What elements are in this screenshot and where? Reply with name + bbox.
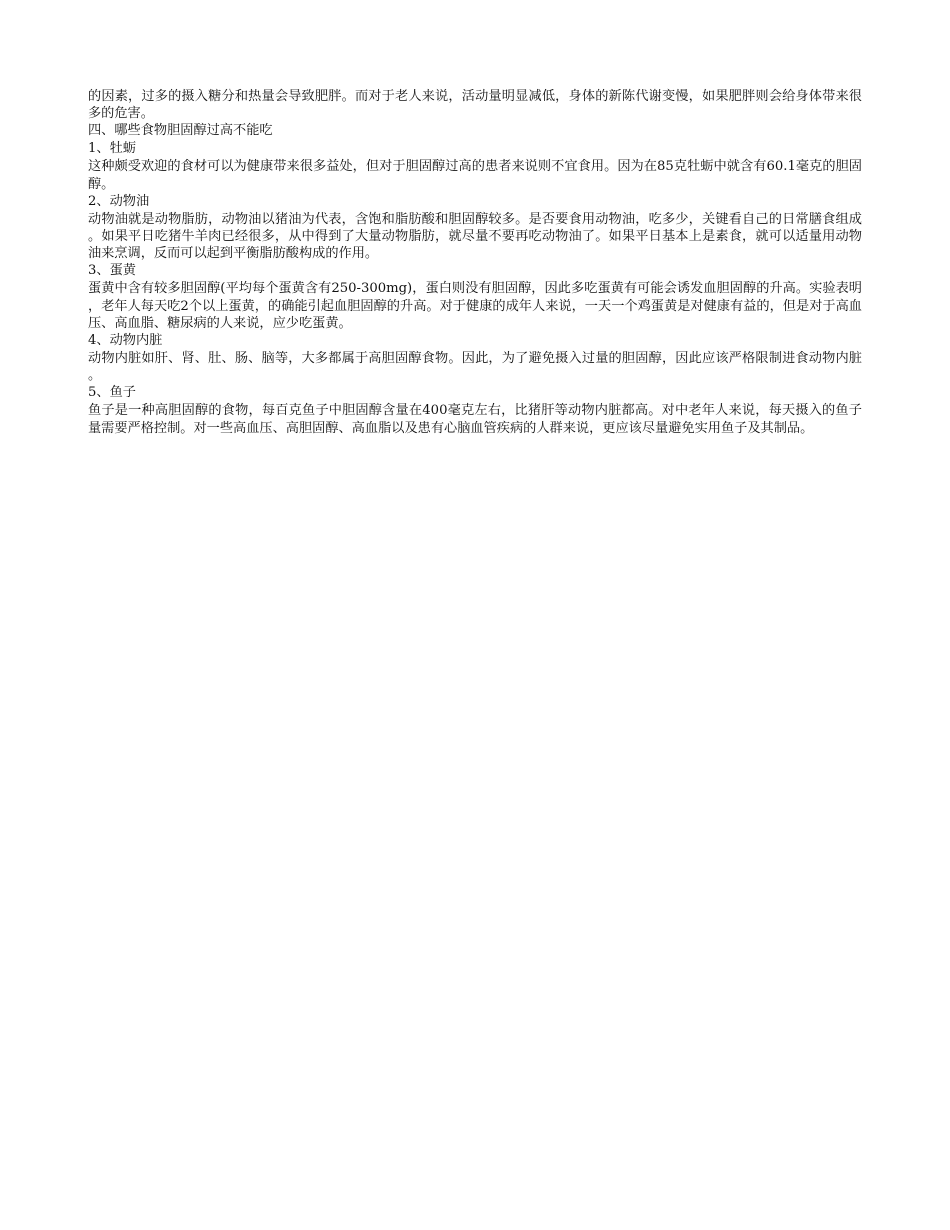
item-body-animal-oil: 动物油就是动物脂肪，动物油以猪油为代表，含饱和脂肪酸和胆固醇较多。是否要食用动物油，吃多少，关键看自己的日常膳食组成。如果平日吃猪牛羊肉已经很多，从中得到了大量动物脂肪，就尽量不要再吃动物油了。如果平日基本上是素食，就可以适量用动物油来烹调，反而可以起到平衡脂肪酸构成的作用。 xyxy=(88,211,862,262)
intro-paragraph: 的因素，过多的摄入糖分和热量会导致肥胖。而对于老人来说，活动量明显减低，身体的新陈代谢变慢，如果肥胖则会给身体带来很多的危害。 xyxy=(88,89,862,122)
item-body-fish-roe: 鱼子是一种高胆固醇的食物，每百克鱼子中胆固醇含量在400毫克左右，比猪肝等动物内脏都高。对中老年人来说，每天摄入的鱼子量需要严格控制。对一些高血压、高胆固醇、高血脂以及患有心脑血管疾病的人群来说，更应该尽量避免实用鱼子及其制品。 xyxy=(88,403,862,436)
item-heading-oyster: 1、牡蛎 xyxy=(88,141,136,157)
item-body-egg-yolk: 蛋黄中含有较多胆固醇(平均每个蛋黄含有250-300mg)，蛋白则没有胆固醇，因此多吃蛋黄有可能会诱发血胆固醇的升高。实验表明，老年人每天吃2个以上蛋黄，的确能引起血胆固醇的升高。对于健康的成年人来说，一天一个鸡蛋黄是对健康有益的，但是对于高血压、高血脂、糖尿病的人来说，应少吃蛋黄。 xyxy=(88,281,862,331)
document-page xyxy=(88,88,862,437)
item-body-offal: 动物内脏如肝、肾、肚、肠、脑等，大多都属于高胆固醇食物。因此，为了避免摄入过量的胆固醇，因此应该严格限制进食动物内脏。 xyxy=(88,351,862,384)
item-heading-fish-roe: 5、鱼子 xyxy=(88,385,136,401)
item-heading-animal-oil: 2、动物油 xyxy=(88,193,150,209)
section-title: 四、哪些食物胆固醇过高不能吃 xyxy=(88,123,273,139)
item-body-oyster: 这种颇受欢迎的食材可以为健康带来很多益处，但对于胆固醇过高的患者来说则不宜食用。因为在85克牡蛎中就含有60.1毫克的胆固醇。 xyxy=(88,159,862,192)
item-heading-egg-yolk: 3、蛋黄 xyxy=(88,263,136,279)
item-heading-offal: 4、动物内脏 xyxy=(88,333,163,349)
